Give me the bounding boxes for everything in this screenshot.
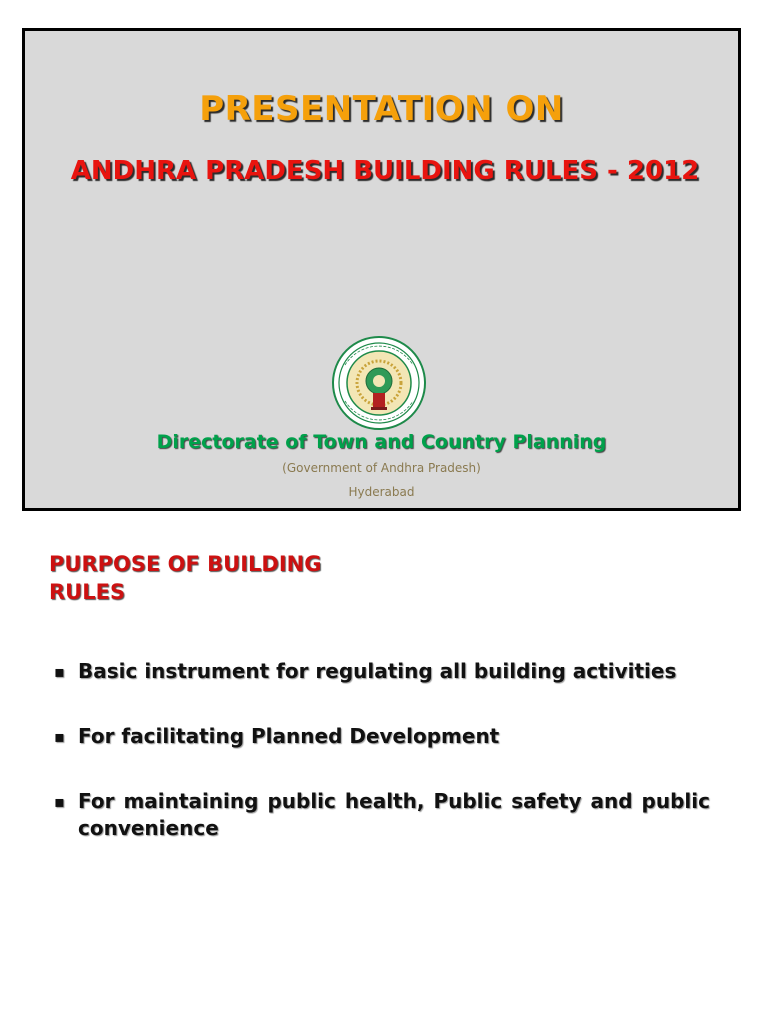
list-item-text: For facilitating Planned Development <box>78 724 500 748</box>
list-item <box>48 658 710 685</box>
list-item <box>48 723 710 750</box>
presentation-title: ANDHRA PRADESH BUILDING RULES - 2012 <box>70 156 700 186</box>
list-item-text: For maintaining public health, Public safety and public convenience <box>78 789 710 840</box>
government-emblem-icon <box>331 335 427 431</box>
organization-name: Directorate of Town and Country Planning <box>156 431 607 453</box>
bullet-marker: ▪ <box>54 792 65 811</box>
list-item-text: Basic instrument for regulating all building activities <box>78 659 677 683</box>
bullet-marker: ▪ <box>54 662 65 681</box>
list-item <box>48 788 710 842</box>
purpose-list <box>48 658 710 842</box>
bullet-marker: ▪ <box>54 727 65 746</box>
presentation-heading: PRESENTATION ON <box>199 89 564 129</box>
title-slide <box>22 28 741 511</box>
government-label: (Government of Andhra Pradesh) <box>282 461 481 475</box>
city-label: Hyderabad <box>348 485 415 499</box>
section-title: PURPOSE OF BUILDING RULES <box>49 552 322 604</box>
